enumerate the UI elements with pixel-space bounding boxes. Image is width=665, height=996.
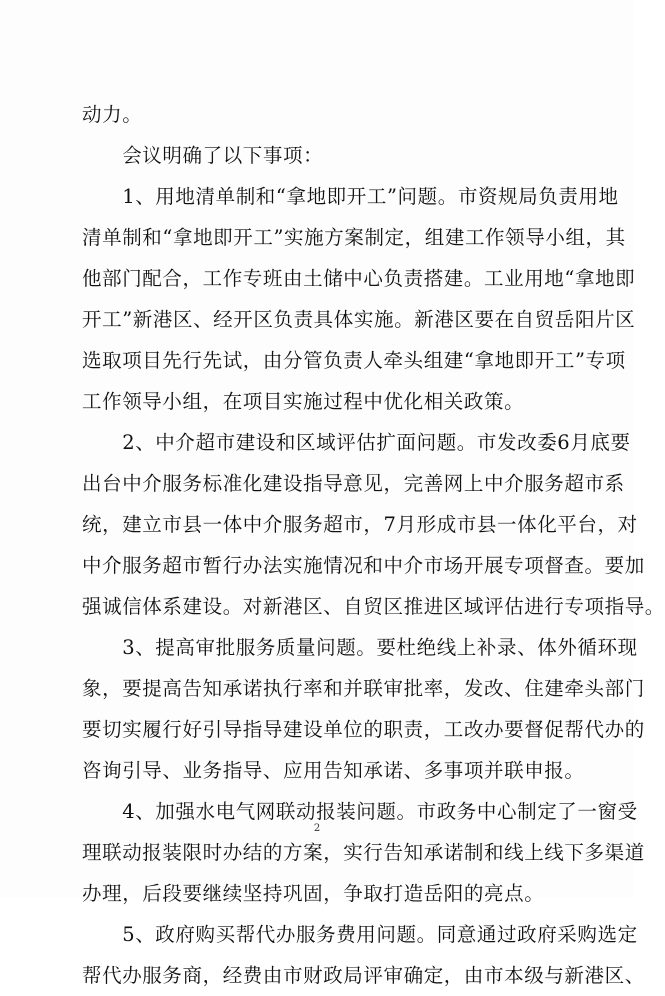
- text-line: 办理，后段要继续坚持巩固，争取打造岳阳的亮点。: [82, 882, 545, 905]
- page-number: 2: [313, 823, 321, 834]
- text-line: 他部门配合，工作专班由土储中心负责搭建。工业用地“拿地即: [82, 267, 636, 290]
- text-line: 2、中介超市建设和区域评估扩面问题。市发改委6月底要: [82, 431, 631, 454]
- text-line: 强诚信体系建设。对新港区、自贸区推进区域评估进行专项指导。: [82, 595, 665, 618]
- text-line: 1、用地清单制和“拿地即开工”问题。市资规局负责用地: [82, 185, 619, 208]
- text-line: 3、提高审批服务质量问题。要杜绝线上补录、体外循环现: [82, 636, 638, 659]
- text-line: 象，要提高告知承诺执行率和并联审批率，发改、住建牵头部门: [82, 677, 645, 700]
- text-line: 出台中介服务标准化建设指导意见，完善网上中介服务超市系: [82, 472, 625, 495]
- text-line: 开工”新港区、经开区负责具体实施。新港区要在自贸岳阳片区: [82, 308, 636, 331]
- text-line: 清单制和“拿地即开工”实施方案制定，组建工作领导小组，其: [82, 226, 626, 249]
- text-line: 动力。: [82, 103, 143, 126]
- text-line: 5、政府购买帮代办服务费用问题。同意通过政府采购选定: [82, 923, 638, 946]
- text-line: 会议明确了以下事项：: [82, 144, 324, 167]
- text-line: 统，建立市县一体中介服务超市，7月形成市县一体化平台，对: [82, 513, 638, 536]
- text-line: 工作领导小组，在项目实施过程中优化相关政策。: [82, 390, 525, 413]
- text-line: 理联动报装限时办结的方案，实行告知承诺制和线上线下多渠道: [82, 841, 645, 864]
- document-body: [82, 94, 665, 996]
- text-line: 中介服务超市暂行办法实施情况和中介市场开展专项督查。要加: [82, 554, 645, 577]
- text-line: 选取项目先行先试，由分管负责人牵头组建“拿地即开工”专项: [82, 349, 626, 372]
- text-line: 4、加强水电气网联动报装问题。市政务中心制定了一窗受: [82, 800, 638, 823]
- text-line: 咨询引导、业务指导、应用告知承诺、多事项并联申报。: [82, 759, 585, 782]
- text-line: 帮代办服务商，经费由市财政局评审确定，由市本级与新港区、: [82, 964, 645, 987]
- text-line: 要切实履行好引导指导建设单位的职责，工改办要督促帮代办的: [82, 718, 645, 741]
